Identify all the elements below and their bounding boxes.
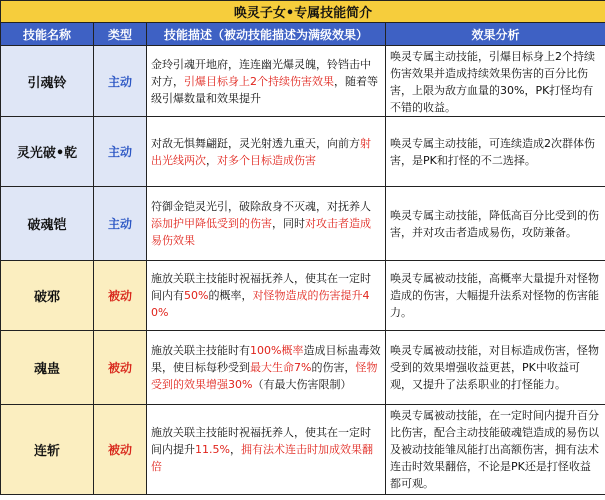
effect-analysis — [386, 261, 605, 331]
skill-description — [147, 261, 386, 331]
header-skill-name: 技能名称 — [1, 23, 94, 46]
description-text: ，同时 — [272, 217, 305, 230]
skill-description — [147, 46, 386, 117]
description-text: ， — [229, 443, 241, 456]
skill-type: 主动 — [94, 46, 147, 117]
description-text: 施放关联主技能时祝福抚养人，使其在一定时间内提升 — [151, 426, 371, 456]
description-highlight: 怪物受到的效果增强30% — [151, 361, 378, 391]
skill-row — [1, 405, 605, 495]
skill-name: 魂蛊 — [1, 331, 94, 405]
skill-row — [1, 187, 605, 261]
skill-type: 主动 — [94, 187, 147, 261]
header-effect-analysis: 效果分析 — [386, 23, 605, 46]
description-highlight: 添加护甲降低受到的伤害 — [151, 217, 272, 230]
effect-analysis — [386, 46, 605, 117]
skill-name: 灵光破•乾 — [1, 117, 94, 187]
description-text: 的概率， — [208, 289, 253, 302]
description-highlight: 11.5% — [195, 443, 230, 456]
effect-analysis — [386, 331, 605, 405]
description-text: 施放关联主技能时有 — [151, 344, 250, 357]
skill-name: 引魂铃 — [1, 46, 94, 117]
description-text: 施放关联主技能时祝福抚养人，使其在一定时间内有 — [151, 272, 371, 302]
effect-analysis-text: 唤灵专属被动技能，在一定时间内提升百分比伤害，配合主动技能破魂铠造成的易伤以及被动技能雏凤能打出高额伤害，拥有法术连击时效果翻倍，不论是PK还是打怪收益都可观。 — [390, 409, 599, 490]
description-text: 造成目标蛊毒效果，使目标每秒受到 — [151, 344, 381, 374]
description-text: （有最大伤害限制） — [252, 378, 352, 391]
effect-analysis-text: 唤灵专属被动技能，高概率大量提升对怪物造成的伤害，大幅提升法系对怪物的伤害能力。 — [390, 272, 599, 319]
skill-description — [147, 405, 386, 495]
skill-type: 被动 — [94, 261, 147, 331]
header-description: 技能描述（被动技能描述为满级效果） — [147, 23, 386, 46]
effect-analysis-text: 唤灵专属主动技能，降低高百分比受到的伤害，并对攻击者造成易伤，攻防兼备。 — [390, 208, 599, 239]
description-highlight: 对多个目标造成伤害 — [217, 153, 316, 167]
skill-type: 被动 — [94, 405, 147, 495]
description-text: 的伤害， — [311, 361, 356, 374]
skill-row — [1, 261, 605, 331]
effect-analysis-text: 唤灵专属主动技能，引爆目标身上2个持续伤害效果并造成持续效果伤害的百分比伤害，上限为敌方血量的30%，PK打怪均有不错的收益。 — [390, 50, 595, 114]
table-title: 唤灵子女•专属技能简介 — [1, 1, 605, 23]
skill-description — [147, 331, 386, 405]
skill-name: 连斩 — [1, 405, 94, 495]
header-type: 类型 — [94, 23, 147, 46]
effect-analysis — [386, 187, 605, 261]
description-highlight: 射出光线两次 — [151, 136, 371, 167]
description-text: ， — [206, 153, 217, 167]
description-text: 金玲引魂开地府，连连幽光爆灵魄，铃铛击中对方， — [151, 57, 371, 88]
description-highlight: 拥有法术连击时加成效果翻倍 — [151, 443, 373, 473]
description-highlight: 对攻击者造成易伤效果 — [151, 217, 371, 247]
description-text: 对敌无惧舞翩跹，灵光射透九重天，向前方 — [151, 136, 360, 150]
skill-row — [1, 331, 605, 405]
skill-description — [147, 117, 386, 187]
description-text: 符御金铠灵光引，破除敌身不灭魂，对抚养人 — [151, 200, 371, 213]
description-highlight: 对怪物造成的伤害提升40% — [151, 289, 370, 319]
description-highlight: 引爆目标身上2个持续伤害效果 — [184, 74, 334, 88]
skill-row — [1, 46, 605, 117]
skill-row — [1, 117, 605, 187]
description-highlight: 最大生命7% — [250, 361, 312, 374]
effect-analysis — [386, 117, 605, 187]
description-text: ，随着等级引爆数量和效果提升 — [151, 74, 378, 105]
effect-analysis-text: 唤灵专属被动技能，对目标造成伤害，怪物受到的效果增强收益更甚，PK中收益可观，又提升了法系职业的打怪能力。 — [390, 344, 599, 391]
effect-analysis — [386, 405, 605, 495]
skill-type: 被动 — [94, 331, 147, 405]
skill-type: 主动 — [94, 117, 147, 187]
effect-analysis-text: 唤灵专属主动技能，可连续造成2次群体伤害，是PK和打怪的不二选择。 — [390, 136, 595, 167]
skill-name: 破邪 — [1, 261, 94, 331]
description-highlight: 100%概率 — [250, 344, 304, 357]
skill-rows — [1, 46, 605, 495]
skill-description — [147, 187, 386, 261]
description-highlight: 50% — [184, 289, 209, 302]
skill-name: 破魂铠 — [1, 187, 94, 261]
